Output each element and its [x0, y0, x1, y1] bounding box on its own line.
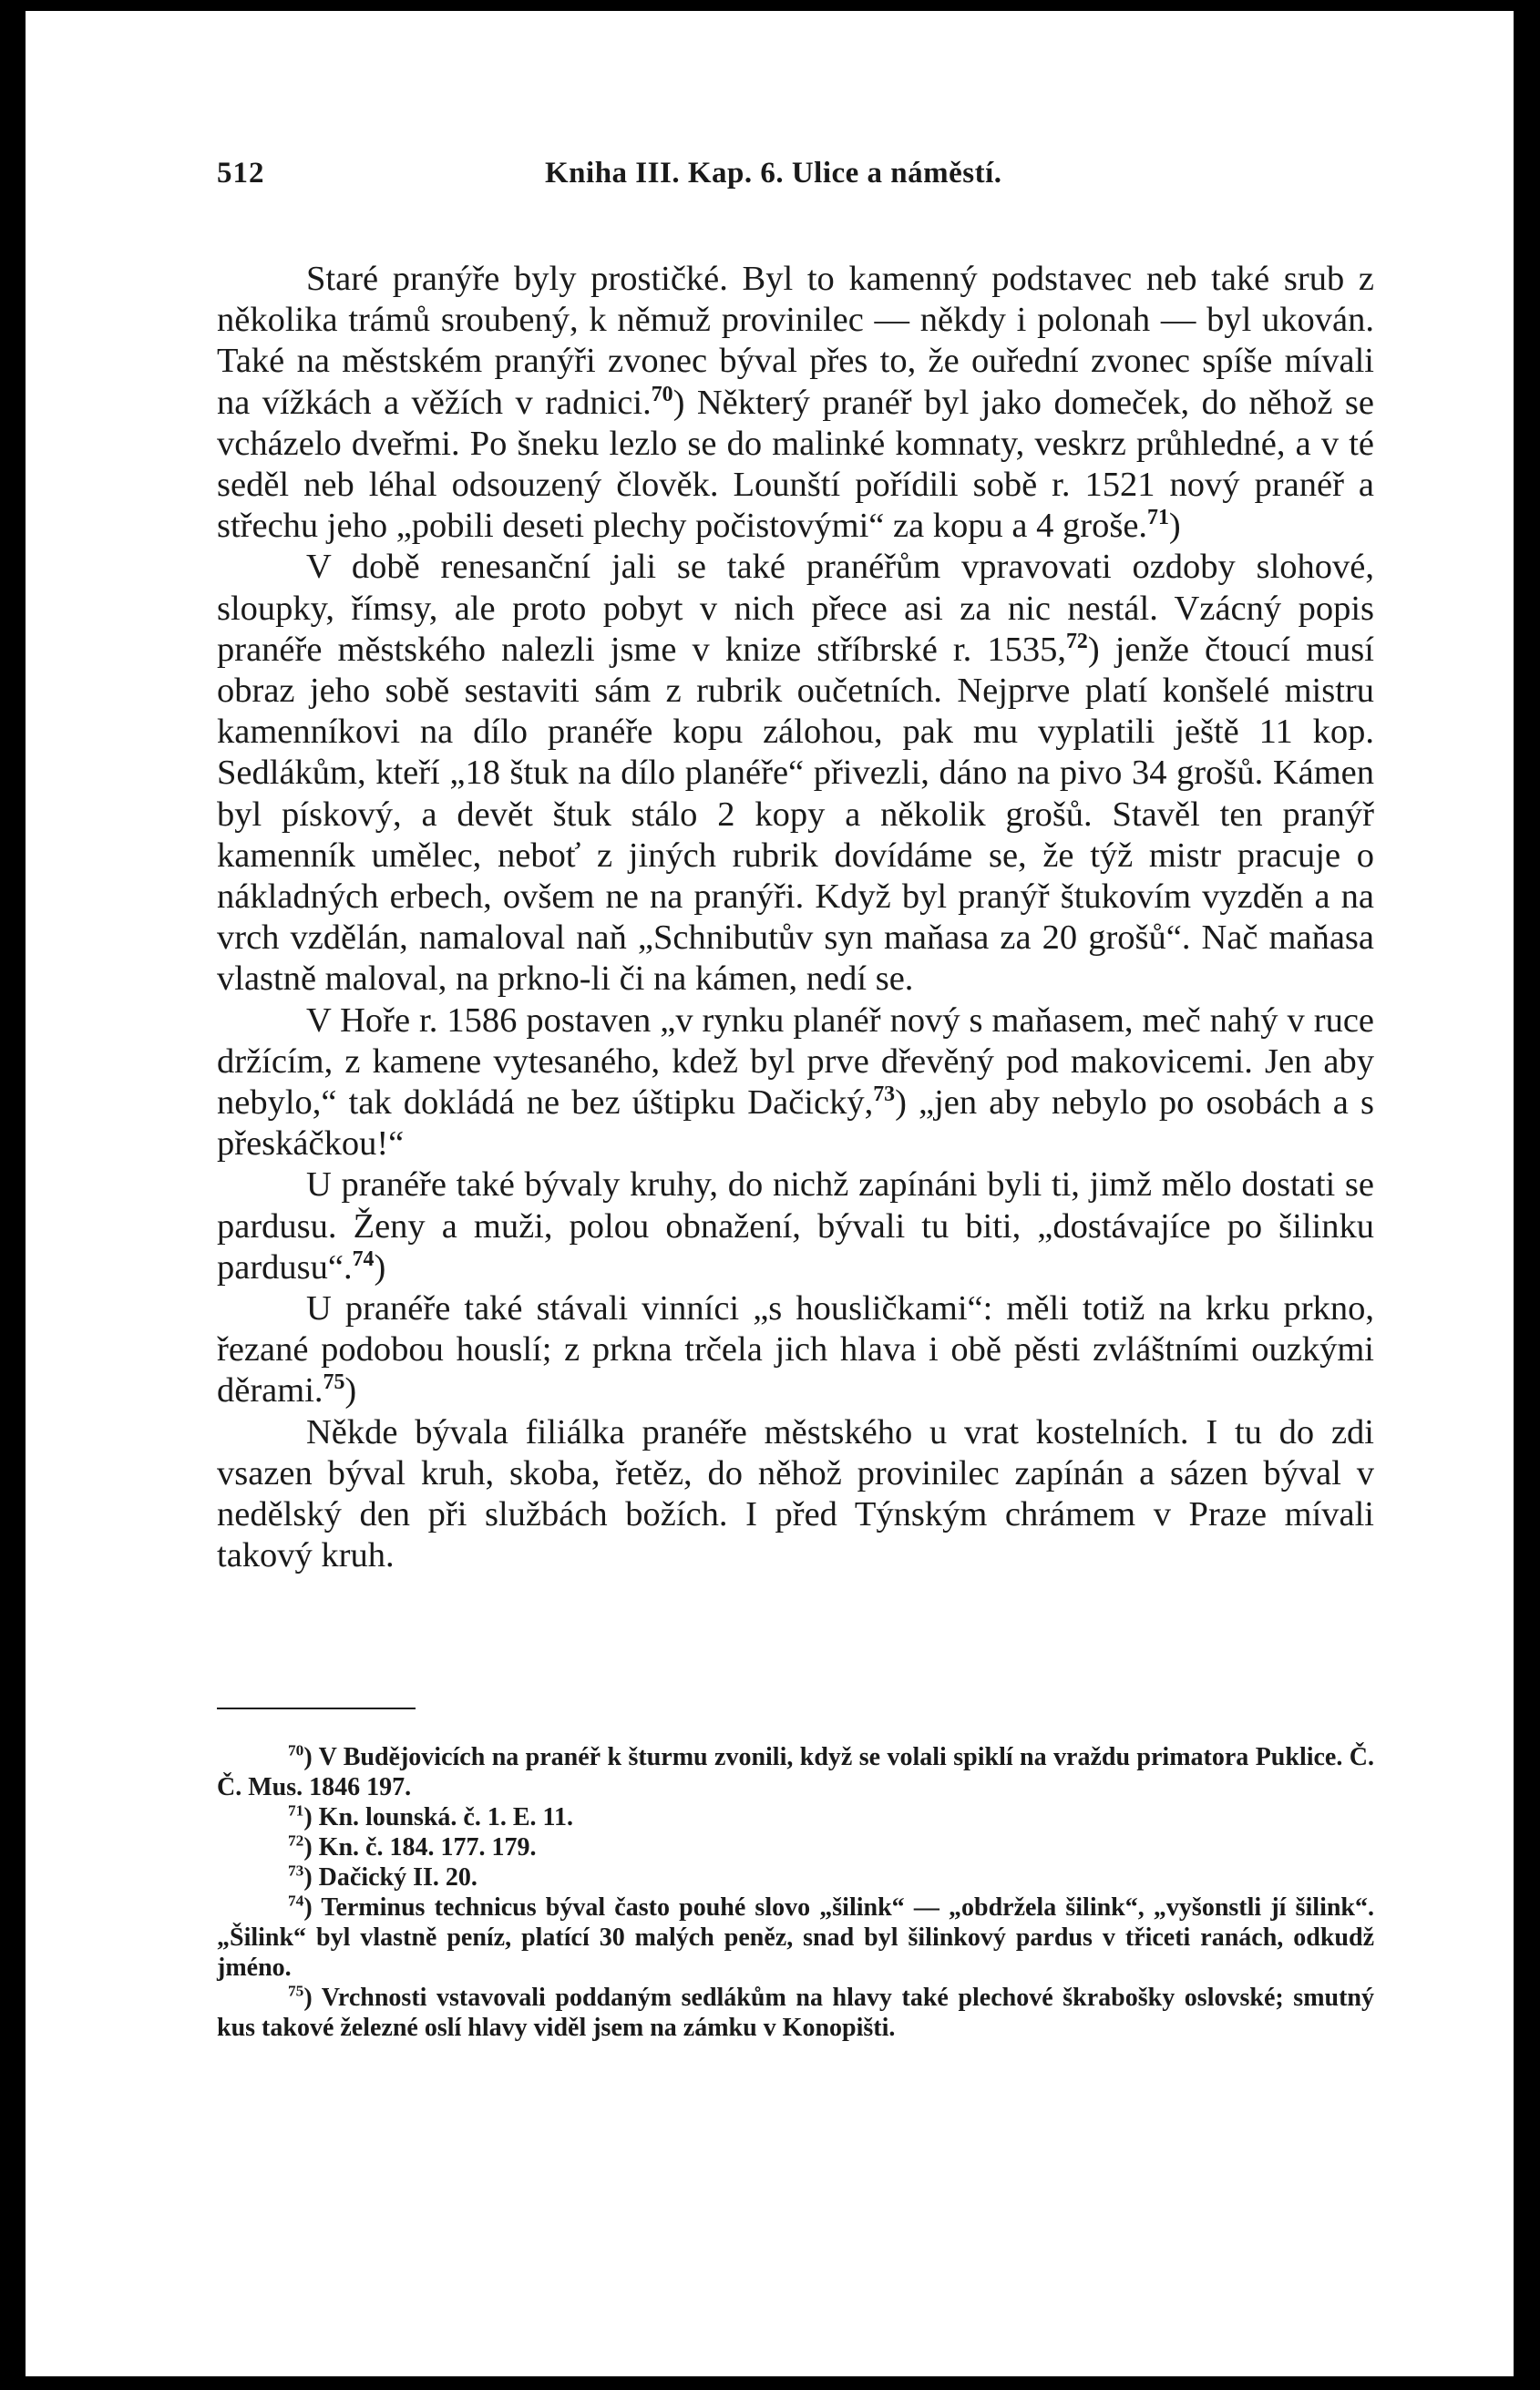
footnote-text: ) Kn. č. 184. 177. 179.: [303, 1833, 537, 1862]
body-text: [217, 259, 1374, 1577]
paragraph: [217, 1412, 1374, 1577]
paragraph-text: V době renesanční jali se také pranéřům vpravovati ozdoby slohové, sloupky, římsy, ale proto pobyt v nich přece asi za nic nestál. Vzácný popis pranéře městského nalezli jsme v knize stříbrské r. 1535,: [217, 548, 1374, 669]
footnote-reference: 73: [873, 1082, 896, 1107]
footnote-number: 70: [288, 1741, 304, 1759]
footnote-text: ) Kn. lounská. č. 1. E. 11.: [303, 1803, 573, 1831]
paragraph: [217, 1288, 1374, 1412]
footnote-reference: 70: [651, 382, 673, 406]
footnote-number: 71: [288, 1801, 304, 1820]
paragraph: [217, 1164, 1374, 1288]
paragraph: [217, 259, 1374, 547]
footnote-number: 74: [288, 1892, 304, 1910]
paragraph-text: U pranéře také stávali vinníci „s housličkami“: měli totiž na krku prkno, řezané podobou houslí; z prkna trčela jich hlava i obě pěsti zvláštními ouzkými děrami.: [217, 1289, 1374, 1410]
footnote: [217, 1893, 1374, 1983]
paragraph-text: Někde bývala filiálka pranéře městského u vrat kostelních. I tu do zdi vsazen býval kruh, skoba, řetěz, do něhož provinilec zapínán a sázen býval v nedělský den při službách božích. I před Týnským chrámem v Praze mívali takový kruh.: [217, 1412, 1374, 1575]
footnote-text: ) Terminus technicus býval často pouhé slovo „šilink“ — „obdržela šilink“, „vyšonstli jí šilink“. „Šilink“ byl vlastně peníz, platící 30 malých peněz, snad byl šilinkový pardus v třiceti ranách, odkudž jméno.: [217, 1893, 1374, 1982]
paragraph-text: Staré pranýře byly prostičké. Byl to kamenný podstavec neb také srub z několika trámů sroubený, k němuž provinilec — někdy i polonah — byl ukován. Také na městském pranýři zvonec býval přes to, že ouřední zvonec spíše mívali na vížkách a věžích v radnici.: [217, 260, 1374, 422]
paragraph-text: V Hoře r. 1586 postaven „v rynku planéř nový s maňasem, meč nahý v ruce držícím, z kamene vytesaného, kdež byl prve dřevěný pod makovicemi. Jen aby nebylo,“ tak dokládá ne bez úštipku Dačický,: [217, 1000, 1374, 1123]
footnote: [217, 1832, 1374, 1862]
footnote: [217, 1983, 1374, 2043]
footnote-reference: 74: [352, 1247, 375, 1272]
footnote-text: ) Dačický II. 20.: [303, 1863, 477, 1892]
paragraph-text: U pranéře také bývaly kruhy, do nichž zapínáni byli ti, jimž mělo dostati se pardusu. Ženy a muži, polou obnažení, bývali tu biti, „dostávajíce po šilinku pardusu“.: [217, 1165, 1374, 1287]
paragraph: [217, 547, 1374, 1000]
footnote: [217, 1862, 1374, 1893]
footnote-number: 75: [288, 1982, 304, 2000]
footnote-reference: 72: [1065, 630, 1088, 653]
page-header: [217, 157, 1374, 202]
paragraph-text: ): [1168, 507, 1181, 546]
footnote-number: 72: [288, 1831, 304, 1850]
running-title: Kniha III. Kap. 6. Ulice a náměstí.: [545, 157, 1002, 190]
book-page: [26, 11, 1514, 2376]
paragraph-text: ) „jen aby nebylo po osobách a s přeskáčkou!“: [217, 1083, 1375, 1164]
paragraph-text: ) jenže čtoucí musí obraz jeho sobě sestaviti sám z rubrik oučetních. Nejprve platí konšelé mistru kamenníkovi na dílo pranéře kopu zálohou, pak mu vyplatili ještě 11 kop. Sedlákům, kteří „18 štuk na dílo planéře“ přivezli, dáno na pivo 34 grošů. Kámen byl pískový, a devět štuk stálo 2 kopy a několik grošů. Stavěl ten pranýř kamenník umělec, neboť z jiných rubrik dovídáme se, že týž mistr pracuje o nákladných erbech, ovšem ne na pranýři. Když byl pranýř štukovím vyzděn a na vrch vzdělán, namaloval naň „Schnibutův syn maňasa za 20 grošů“. Nač maňasa vlastně maloval, na prkno-li či na kámen, nedí se.: [217, 630, 1374, 999]
footnote-divider: [217, 1708, 416, 1709]
paragraph-text: ): [344, 1371, 357, 1410]
footnote-text: ) Vrchnosti vstavovali poddaným sedlákům na hlavy také plechové škrabošky oslovské; smutný kus takové železné oslí hlavy viděl jsem na zámku v Konopišti.: [217, 1984, 1374, 2042]
footnote: [217, 1742, 1374, 1802]
page-number: 512: [217, 157, 265, 190]
paragraph: [217, 1000, 1374, 1165]
paragraph-text: ) Některý pranéř byl jako domeček, do něhož se vcházelo dveřmi. Po šneku lezlo se do malinké komnaty, veskrz průhledné, a v té seděl neb léhal odsouzený člověk. Lounští pořídili sobě r. 1521 nový pranéř a střechu jeho „pobili deseti plechy počistovými“ za kopu a 4 groše.: [217, 383, 1374, 546]
footnotes: [217, 1742, 1374, 2043]
footnote-number: 73: [288, 1862, 304, 1880]
footnote-reference: 71: [1147, 506, 1169, 530]
paragraph-text: ): [374, 1247, 386, 1287]
footnote-text: ) V Budějovicích na pranéř k šturmu zvonili, když se volali spiklí na vraždu primatora Puklice. Č. Č. Mus. 1846 197.: [217, 1743, 1374, 1801]
footnote: [217, 1802, 1374, 1832]
footnote-reference: 75: [323, 1370, 345, 1395]
